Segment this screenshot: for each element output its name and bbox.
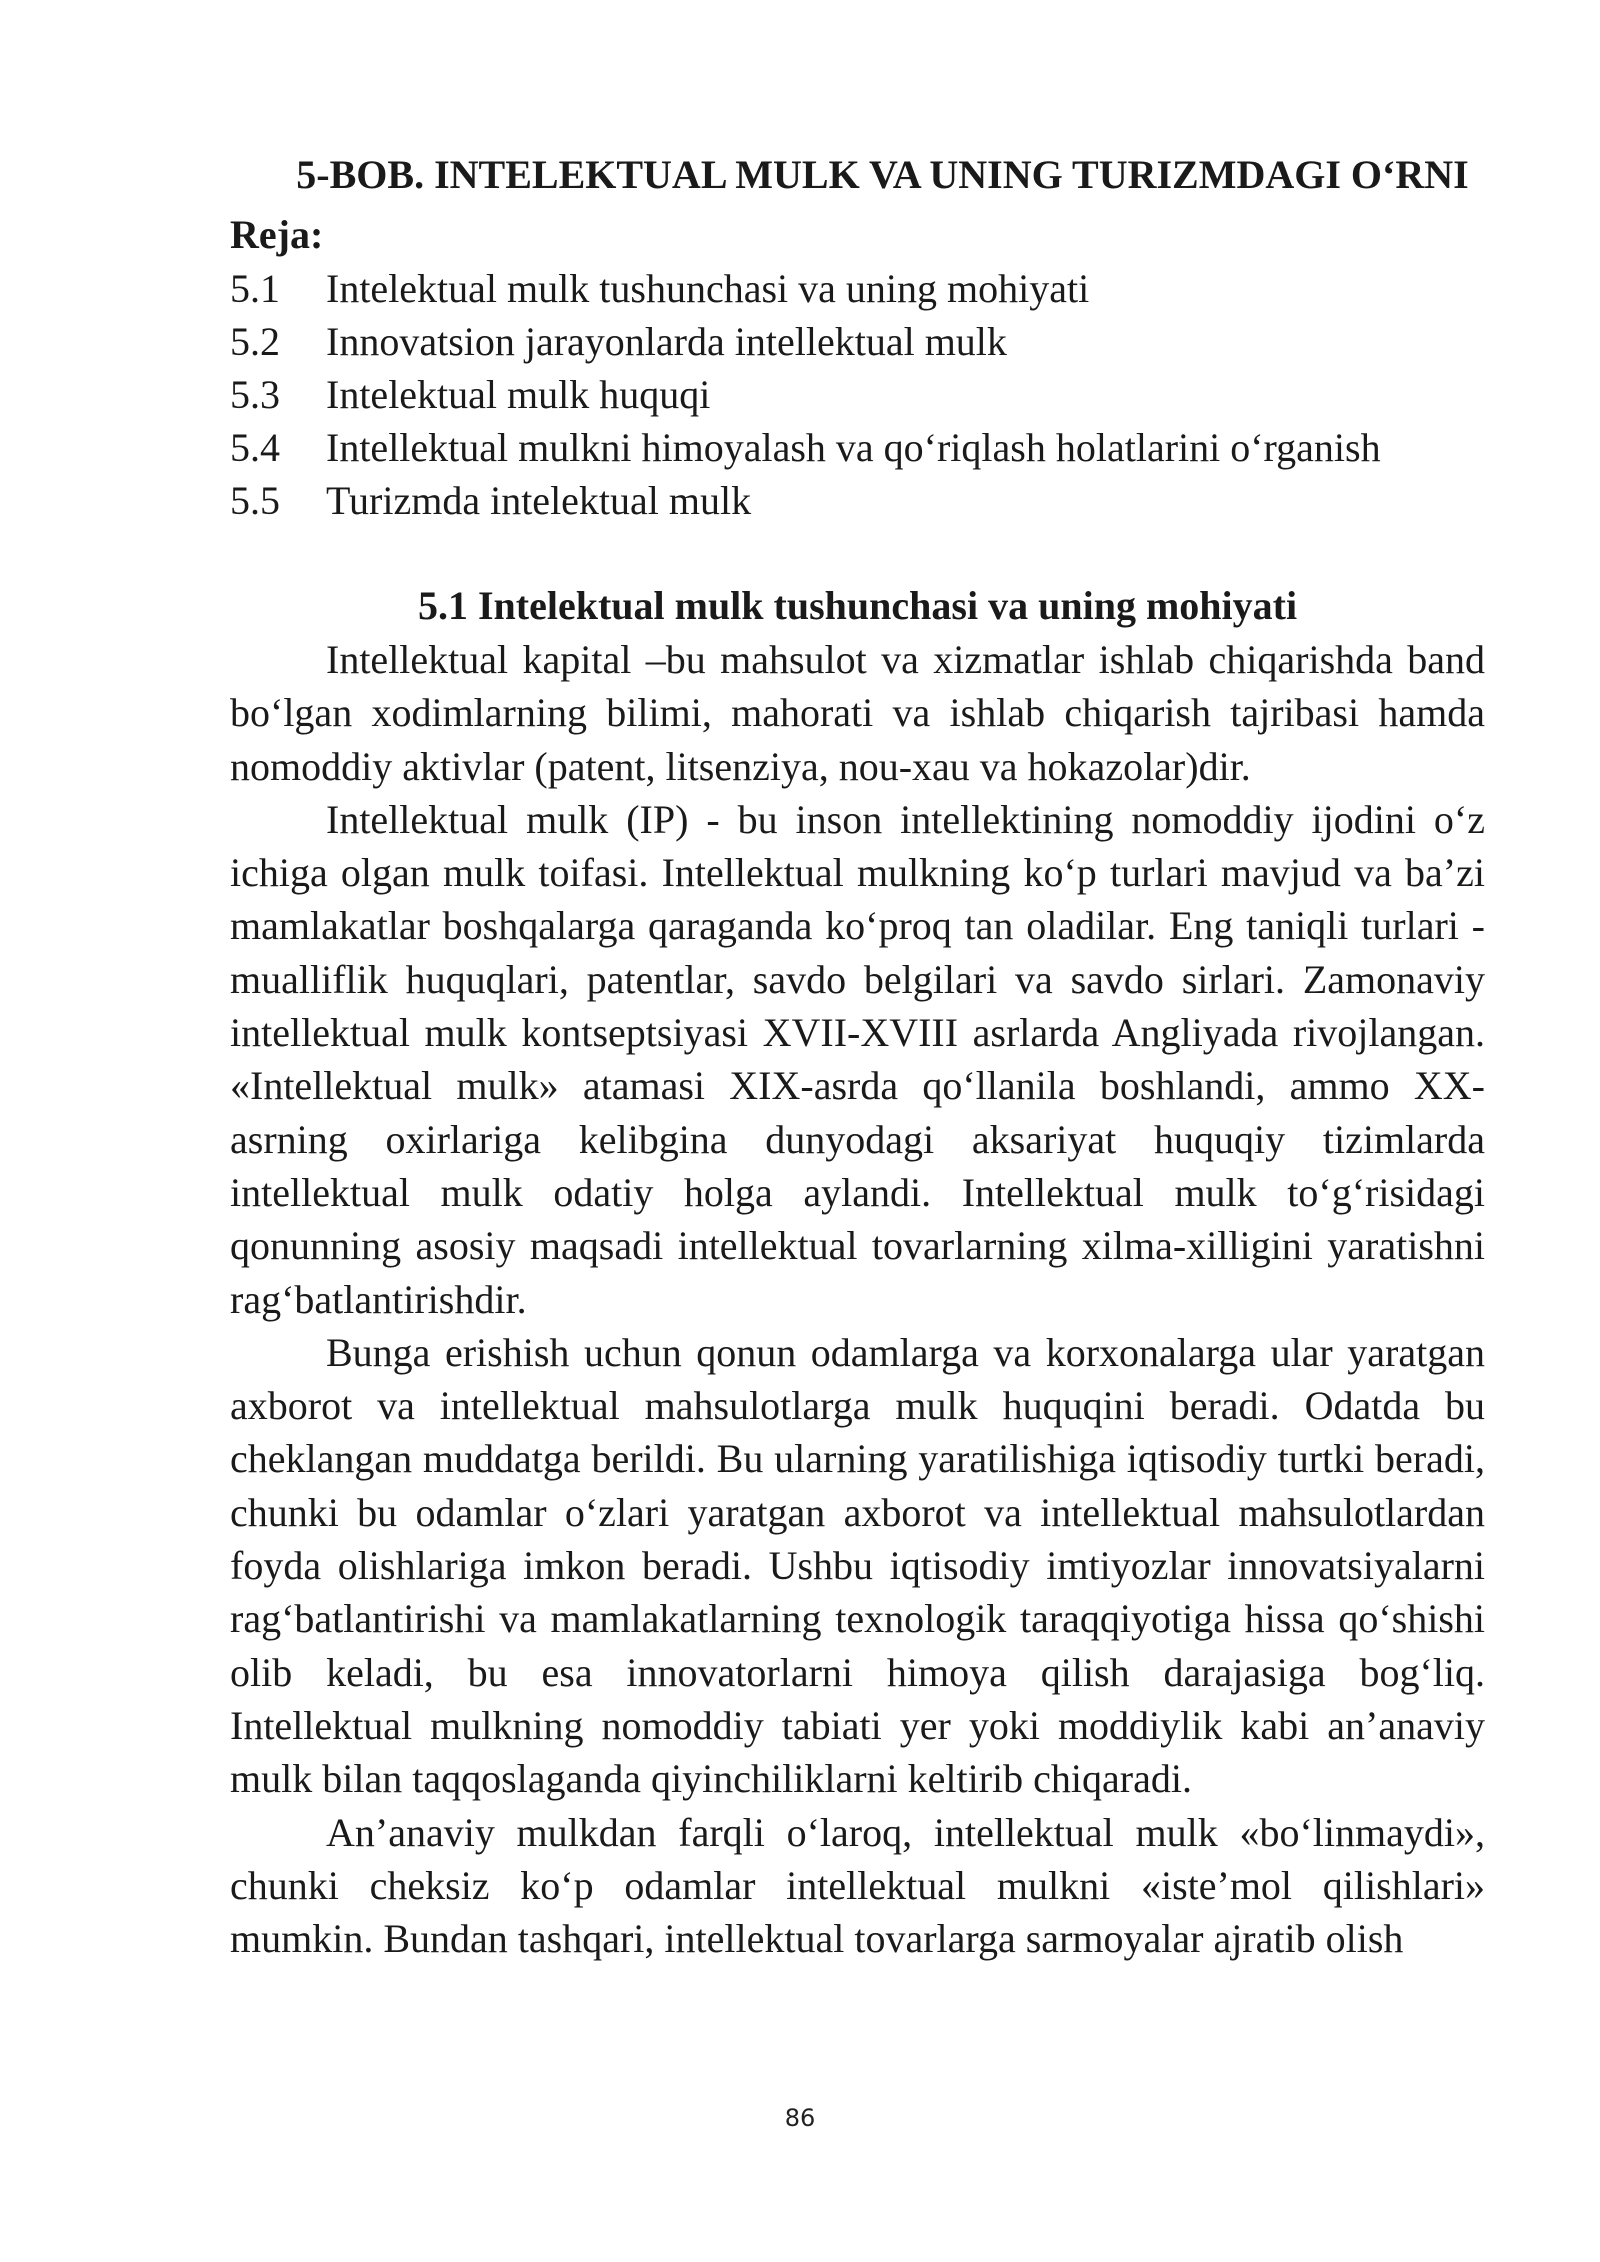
plan-item-text: Intellektual mulkni himoyalash va qo‘riqlash holatlarini o‘rganish <box>326 425 1381 470</box>
plan <box>230 208 1485 527</box>
body-paragraph: Intellektual kapital –bu mahsulot va xizmatlar ishlab chiqarishda band bo‘lgan xodimlarning bilimi, mahorati va ishlab chiqarish tajribasi hamda nomoddiy aktivlar (patent, litsenziya, nou-xau va hokazolar)dir. <box>230 637 1485 789</box>
plan-item-number: 5.2 <box>230 319 280 364</box>
plan-item-number: 5.5 <box>230 478 280 523</box>
plan-item-number: 5.3 <box>230 372 280 417</box>
plan-heading: Reja: <box>230 212 324 257</box>
body-paragraph: Bunga erishish uchun qonun odamlarga va korxonalarga ular yaratgan axborot va intellektual mahsulotlarga mulk huquqini beradi. Odatda bu cheklangan muddatga berildi. Bu ularning yaratilishiga iqtisodiy turtki beradi, chunki bu odamlar o‘zlari yaratgan axborot va intellektual mahsulotlardan foyda olishlariga imkon beradi. Ushbu iqtisodiy imtiyozlar innovatsiyalarni rag‘batlantirishi va mamlakatlarning texnologik taraqqiyotiga hissa qo‘shishi olib keladi, bu esa innovatorlarni himoya qilish darajasiga bog‘liq. Intellektual mulkning nomoddiy tabiati yer yoki moddiylik kabi an’anaviy mulk bilan taqqoslaganda qiyinchiliklarni keltirib chiqaradi. <box>230 1329 1485 1802</box>
plan-item-number: 5.4 <box>230 425 280 470</box>
section-title: 5.1 Intelektual mulk tushunchasi va uning mohiyati <box>417 583 1298 628</box>
plan-list <box>230 262 1485 527</box>
plan-item <box>230 421 1485 474</box>
plan-item <box>230 474 1485 527</box>
plan-item <box>230 368 1485 421</box>
body-paragraph: An’anaviy mulkdan farqli o‘laroq, intellektual mulk «bo‘linmaydi», chunki cheksiz ko‘p odamlar intellektual mulkni «iste’mol qilishlari» mumkin. Bundan tashqari, intellektual tovarlarga sarmoyalar ajratib olish <box>230 1809 1485 1962</box>
chapter-title: 5-BOB. INTELEKTUAL MULK VA UNING TURIZMDAGI O‘RNI <box>296 152 1469 197</box>
plan-item-text: Innovatsion jarayonlarda intellektual mulk <box>326 319 1007 364</box>
plan-item-text: Intelektual mulk huquqi <box>326 372 711 417</box>
page-number: 86 <box>784 2104 816 2132</box>
plan-item-text: Turizmda intelektual mulk <box>326 478 752 523</box>
plan-item-number: 5.1 <box>230 266 280 311</box>
plan-item <box>230 262 1485 315</box>
plan-item <box>230 315 1485 368</box>
plan-item-text: Intelektual mulk tushunchasi va uning mohiyati <box>326 266 1090 311</box>
document-page <box>230 148 1485 1965</box>
body-paragraph: Intellektual mulk (IP) - bu inson intellektining nomoddiy ijodini o‘z ichiga olgan mulk toifasi. Intellektual mulkning ko‘p turlari mavjud va ba’zi mamlakatlar boshqalarga qaraganda ko‘proq tan oladilar. Eng taniqli turlari - mualliflik huquqlari, patentlar, savdo belgilari va savdo sirlari. Zamonaviy intellektual mulk kontseptsiyasi XVII-XVIII asrlarda Angliyada rivojlangan. «Intellektual mulk» atamasi XIX-asrda qo‘llanila boshlandi, ammo XX-asrning oxirlariga kelibgina dunyodagi aksariyat huquqiy tizimlarda intellektual mulk odatiy holga aylandi. Intellektual mulk to‘g‘risidagi qonunning asosiy maqsadi intellektual tovarlarning xilma-xilligini yaratishni rag‘batlantirishdir. <box>230 796 1485 1322</box>
